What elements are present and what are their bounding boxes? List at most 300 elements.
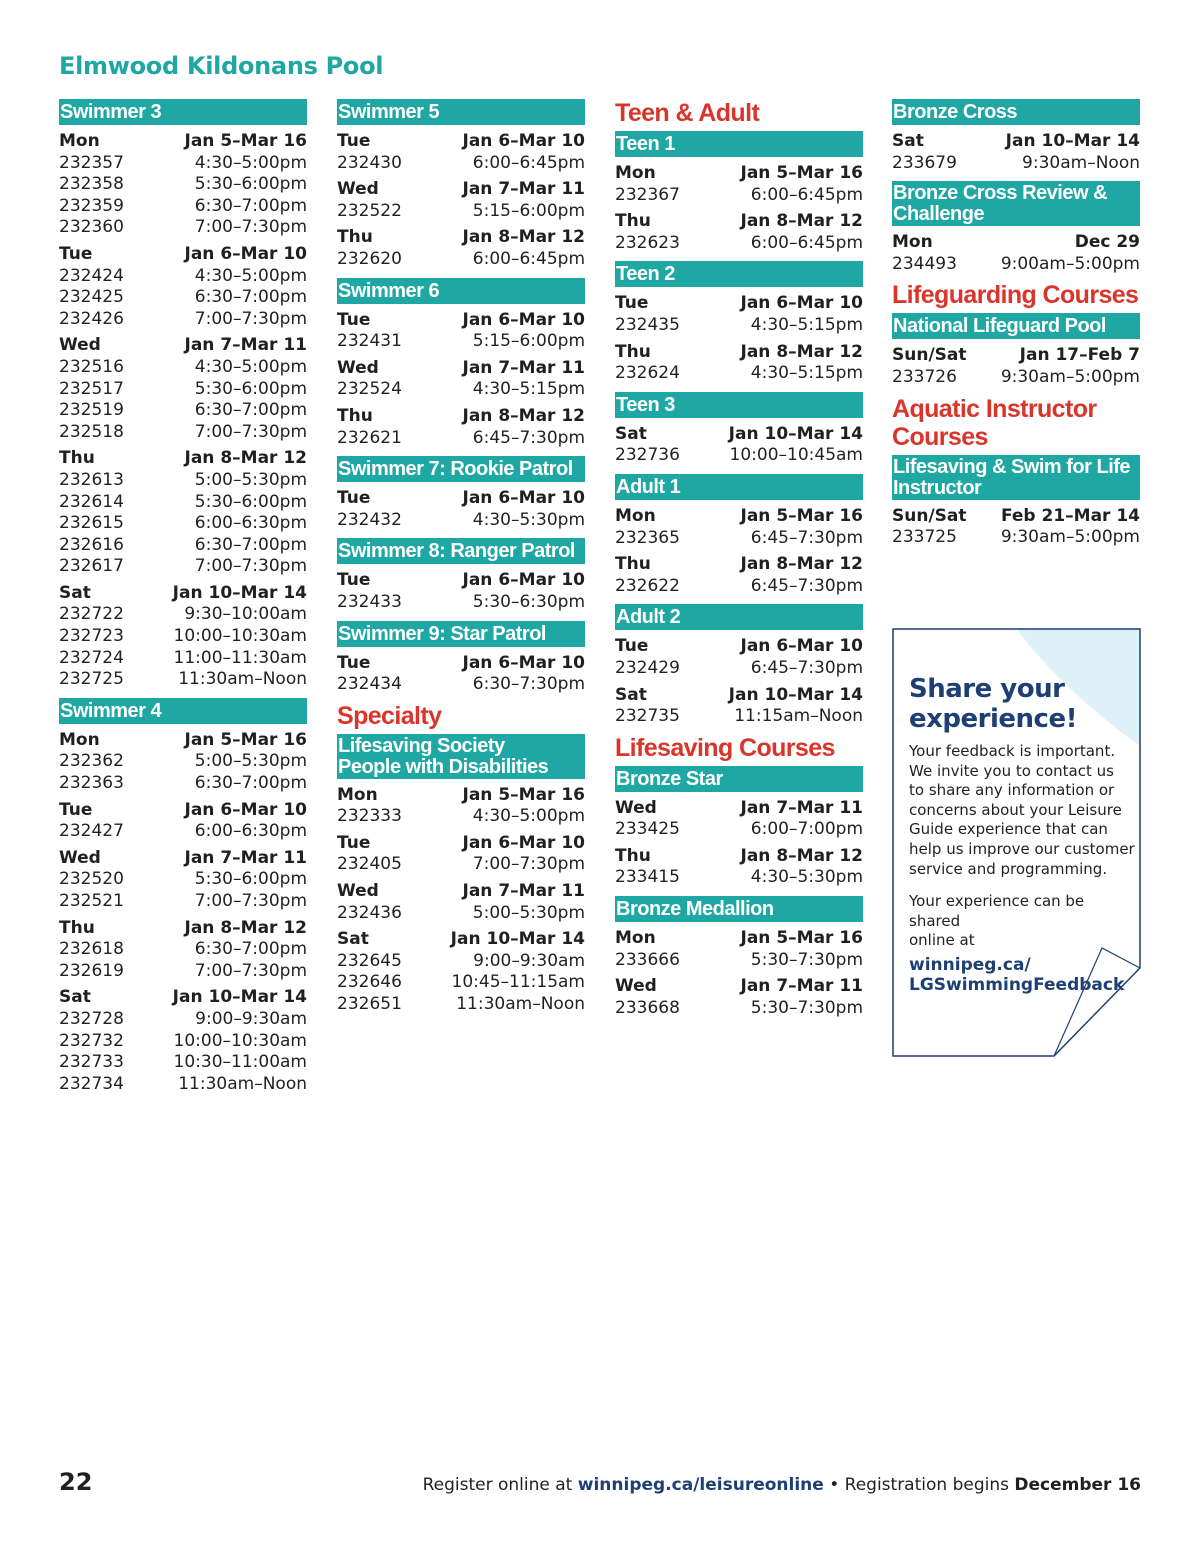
feedback-body-line: concerns about your Leisure: [909, 800, 1122, 819]
session-time: 10:00–10:45am: [729, 445, 863, 466]
course-code: 232432: [337, 509, 402, 530]
session-time: 5:30–6:00pm: [194, 174, 307, 195]
section-bar-line: Lifesaving Society: [338, 734, 505, 757]
session-row: [59, 400, 307, 422]
course-code: 232733: [59, 1052, 124, 1073]
day-label: Wed: [337, 357, 379, 378]
session-time: 5:30–6:00pm: [194, 378, 307, 399]
course-code: 232357: [59, 152, 124, 173]
session-time: 6:30–7:00pm: [194, 195, 307, 216]
date-range: Feb 21–Mar 14: [1000, 505, 1140, 526]
session-time: 6:00–7:00pm: [750, 819, 863, 840]
session-row: [615, 950, 863, 972]
day-label: Sat: [615, 423, 647, 444]
session-time: 5:00–5:30pm: [194, 751, 307, 772]
category-heading: Specialty: [337, 701, 442, 730]
day-row: [615, 342, 863, 364]
course-code: 233726: [892, 366, 957, 387]
day-row: [615, 636, 863, 658]
feedback-link[interactable]: [909, 955, 1137, 995]
session-row: [615, 706, 863, 728]
day-label: Thu: [337, 405, 373, 426]
session-time: 9:30–10:00am: [184, 604, 307, 625]
day-label: Sun/Sat: [892, 505, 967, 526]
course-code: 232430: [337, 152, 402, 173]
day-label: Sat: [59, 582, 91, 603]
day-row: [337, 131, 585, 153]
session-time: 4:30–5:15pm: [750, 314, 863, 335]
session-time: 6:45–7:30pm: [750, 657, 863, 678]
section-bar: Bronze Star: [615, 766, 863, 792]
session-time: 9:00am–5:00pm: [1000, 253, 1140, 274]
section-bar-line: Bronze Cross Review &: [893, 182, 1108, 205]
day-label: Mon: [59, 729, 100, 750]
section-bar: Teen 1: [615, 131, 863, 157]
session-row: [892, 367, 1140, 389]
day-label: Tue: [337, 309, 371, 330]
session-row: [892, 527, 1140, 549]
course-code: 233679: [892, 152, 957, 173]
day-label: Sat: [337, 929, 369, 950]
feedback-shared-line: online at: [909, 931, 975, 950]
day-label: Tue: [337, 131, 371, 151]
session-row: [615, 819, 863, 841]
course-code: 232616: [59, 534, 124, 555]
course-code: 233666: [615, 949, 680, 970]
session-time: 7:00–7:30pm: [194, 217, 307, 238]
day-row: [337, 785, 585, 807]
course-code: 232728: [59, 1008, 124, 1029]
date-range: Jan 10–Mar 14: [728, 684, 863, 705]
session-time: 6:30–7:00pm: [194, 939, 307, 960]
session-row: [59, 669, 307, 691]
day-row: [59, 848, 307, 870]
session-time: 7:00–7:30pm: [194, 960, 307, 981]
course-code: 232333: [337, 806, 402, 827]
day-row: [615, 506, 863, 528]
course-code: 232434: [337, 674, 402, 695]
session-row: [59, 153, 307, 175]
day-row: [337, 570, 585, 592]
date-range: Jan 6–Mar 10: [184, 243, 307, 264]
session-time: 6:00–6:45pm: [472, 152, 585, 173]
session-time: 6:45–7:30pm: [750, 575, 863, 596]
day-row: [59, 244, 307, 266]
day-row: [337, 358, 585, 380]
date-range: Jan 5–Mar 16: [462, 784, 585, 805]
course-code: 232618: [59, 939, 124, 960]
day-label: Wed: [615, 976, 657, 997]
session-time: 4:30–5:30pm: [750, 867, 863, 888]
day-row: [337, 833, 585, 855]
section-bar: Swimmer 7: Rookie Patrol: [337, 456, 585, 482]
day-row: [615, 211, 863, 233]
category-heading: Lifeguarding Courses: [892, 281, 1139, 310]
session-time: 11:30am–Noon: [178, 1073, 307, 1094]
course-code: 232735: [615, 706, 680, 727]
date-range: Jan 6–Mar 10: [462, 652, 585, 673]
session-row: [892, 153, 1140, 175]
feedback-link-line[interactable]: winnipeg.ca/: [909, 954, 1031, 975]
course-code: 232734: [59, 1073, 124, 1094]
course-code: 232518: [59, 421, 124, 442]
date-range: Jan 8–Mar 12: [462, 405, 585, 426]
course-code: 232359: [59, 195, 124, 216]
day-label: Wed: [337, 179, 379, 200]
day-row: [59, 987, 307, 1009]
date-range: Jan 6–Mar 10: [740, 636, 863, 657]
course-code: 232362: [59, 751, 124, 772]
session-time: 11:30am–Noon: [456, 994, 585, 1015]
session-row: [615, 998, 863, 1020]
day-label: Wed: [337, 881, 379, 902]
date-range: Jan 8–Mar 12: [740, 845, 863, 866]
session-time: 6:30–7:00pm: [194, 400, 307, 421]
session-time: 11:00–11:30am: [173, 647, 307, 668]
course-code: 232615: [59, 513, 124, 534]
session-time: 6:45–7:30pm: [472, 427, 585, 448]
course-code: 232431: [337, 331, 402, 352]
day-label: Thu: [615, 211, 651, 232]
session-row: [337, 510, 585, 532]
course-code: 232520: [59, 869, 124, 890]
date-range: Jan 17–Feb 7: [1019, 345, 1140, 366]
session-time: 4:30–5:15pm: [472, 379, 585, 400]
session-row: [337, 428, 585, 450]
date-range: Jan 7–Mar 11: [184, 847, 307, 868]
course-code: 232358: [59, 174, 124, 195]
date-range: Jan 10–Mar 14: [172, 582, 307, 603]
session-row: [337, 153, 585, 175]
feedback-shared-text: [909, 892, 1137, 951]
date-range: Jan 5–Mar 16: [184, 729, 307, 750]
section-bar-line: Lifesaving & Swim for Life: [893, 455, 1131, 478]
day-row: [615, 798, 863, 820]
day-label: Sat: [892, 131, 924, 151]
course-code: 233725: [892, 527, 957, 548]
session-row: [59, 869, 307, 891]
day-row: [59, 730, 307, 752]
session-time: 5:30–6:30pm: [472, 591, 585, 612]
session-row: [337, 201, 585, 223]
course-code: 232516: [59, 356, 124, 377]
feedback-body-line: Guide experience that can: [909, 820, 1108, 839]
course-code: 232617: [59, 556, 124, 577]
session-row: [59, 513, 307, 535]
course-code: 233415: [615, 867, 680, 888]
session-time: 11:30am–Noon: [178, 669, 307, 690]
date-range: Jan 8–Mar 12: [740, 341, 863, 362]
footer-register-link[interactable]: winnipeg.ca/leisureonline: [577, 1475, 824, 1495]
footer-prefix: Register online at: [422, 1475, 578, 1495]
date-range: Jan 8–Mar 12: [740, 211, 863, 232]
course-code: 232723: [59, 626, 124, 647]
session-row: [59, 939, 307, 961]
session-time: 6:45–7:30pm: [750, 527, 863, 548]
date-range: Jan 5–Mar 16: [740, 928, 863, 949]
day-row: [615, 685, 863, 707]
session-row: [59, 773, 307, 795]
course-code: 232360: [59, 217, 124, 238]
day-label: Sat: [59, 987, 91, 1008]
date-range: Jan 10–Mar 14: [450, 929, 585, 950]
session-row: [59, 287, 307, 309]
feedback-title-line: experience!: [909, 704, 1077, 734]
day-row: [615, 163, 863, 185]
course-code: 233668: [615, 997, 680, 1018]
day-label: Thu: [59, 917, 95, 938]
section-bar: [892, 455, 1140, 500]
day-label: Tue: [615, 293, 649, 314]
session-time: 5:00–5:30pm: [194, 469, 307, 490]
session-time: 10:00–10:30am: [173, 626, 307, 647]
session-row: [615, 185, 863, 207]
session-time: 5:30–6:00pm: [194, 869, 307, 890]
day-label: Thu: [59, 448, 95, 469]
category-heading: Teen & Adult: [615, 99, 760, 127]
session-time: 6:30–7:00pm: [194, 287, 307, 308]
date-range: Jan 6–Mar 10: [184, 799, 307, 820]
date-range: Jan 7–Mar 11: [740, 797, 863, 818]
section-bar: Swimmer 4: [59, 698, 307, 724]
day-row: [615, 293, 863, 315]
day-row: [892, 345, 1140, 367]
day-row: [337, 406, 585, 428]
session-row: [59, 309, 307, 331]
session-row: [337, 379, 585, 401]
session-time: 11:15am–Noon: [734, 706, 863, 727]
session-row: [337, 249, 585, 271]
session-time: 4:30–5:00pm: [194, 356, 307, 377]
course-code: 232623: [615, 232, 680, 253]
course-code: 232621: [337, 427, 402, 448]
session-time: 7:00–7:30pm: [194, 891, 307, 911]
session-row: [59, 492, 307, 514]
day-row: [337, 488, 585, 510]
section-bar: [892, 181, 1140, 226]
day-label: Mon: [615, 928, 656, 949]
date-range: Jan 6–Mar 10: [462, 309, 585, 330]
day-row: [337, 227, 585, 249]
day-label: Mon: [59, 131, 100, 151]
session-time: 10:00–10:30am: [173, 1030, 307, 1051]
day-label: Mon: [892, 232, 933, 253]
session-row: [615, 363, 863, 385]
session-row: [59, 891, 307, 913]
schedule-column-3: [615, 99, 863, 1019]
course-code: 232367: [615, 184, 680, 205]
course-code: 232613: [59, 469, 124, 490]
session-time: 6:00–6:45pm: [472, 248, 585, 269]
session-row: [337, 674, 585, 696]
session-time: 9:00–9:30am: [195, 1008, 307, 1029]
day-label: Thu: [615, 341, 651, 362]
course-code: 232736: [615, 445, 680, 466]
course-code: 232365: [615, 527, 680, 548]
schedule-column-1: [59, 99, 307, 1095]
date-range: Jan 5–Mar 16: [740, 505, 863, 526]
course-code: 232519: [59, 400, 124, 421]
day-label: Wed: [615, 797, 657, 818]
session-time: 7:00–7:30pm: [194, 556, 307, 577]
day-row: [337, 310, 585, 332]
day-label: Tue: [59, 799, 93, 820]
session-row: [615, 867, 863, 889]
day-row: [337, 179, 585, 201]
page-title: Elmwood Kildonans Pool: [59, 52, 384, 80]
day-row: [59, 800, 307, 822]
session-time: 4:30–5:15pm: [750, 363, 863, 384]
session-row: [59, 751, 307, 773]
date-range: Jan 10–Mar 14: [172, 987, 307, 1008]
session-row: [59, 961, 307, 983]
day-label: Mon: [615, 163, 656, 183]
session-row: [59, 1031, 307, 1053]
category-heading-line: Aquatic Instructor: [892, 394, 1097, 423]
day-label: Tue: [59, 243, 93, 264]
section-bar: Teen 2: [615, 261, 863, 287]
day-label: Tue: [337, 652, 371, 673]
course-code: 232624: [615, 363, 680, 384]
category-heading: [892, 395, 1140, 451]
session-row: [59, 1009, 307, 1031]
section-bar: Teen 3: [615, 392, 863, 418]
course-code: 232725: [59, 669, 124, 690]
date-range: Jan 8–Mar 12: [184, 448, 307, 469]
date-range: Jan 5–Mar 16: [184, 131, 307, 151]
day-label: Tue: [337, 570, 371, 591]
course-code: 234493: [892, 253, 957, 274]
session-time: 5:30–6:00pm: [194, 491, 307, 512]
session-row: [59, 821, 307, 843]
day-row: [337, 881, 585, 903]
course-code: 232620: [337, 248, 402, 269]
session-row: [337, 972, 585, 994]
course-code: 232429: [615, 657, 680, 678]
session-time: 7:00–7:30pm: [194, 308, 307, 329]
session-time: 6:00–6:45pm: [750, 232, 863, 253]
section-bar: Swimmer 3: [59, 99, 307, 125]
feedback-body-line: to share any information or: [909, 781, 1115, 800]
day-row: [337, 653, 585, 675]
section-bar-line: Instructor: [893, 476, 982, 499]
session-time: 4:30–5:00pm: [472, 806, 585, 827]
day-row: [615, 976, 863, 998]
date-range: Jan 7–Mar 11: [462, 881, 585, 902]
course-code: 232521: [59, 891, 124, 911]
day-label: Sat: [615, 684, 647, 705]
course-code: 232614: [59, 491, 124, 512]
session-row: [337, 592, 585, 614]
date-range: Jan 5–Mar 16: [740, 163, 863, 183]
session-row: [615, 576, 863, 598]
date-range: Jan 8–Mar 12: [462, 227, 585, 248]
day-label: Tue: [615, 636, 649, 657]
schedule-column-2: [337, 99, 585, 1016]
session-row: [59, 217, 307, 239]
session-time: 4:30–5:00pm: [194, 152, 307, 173]
course-code: 232363: [59, 773, 124, 794]
course-code: 232433: [337, 591, 402, 612]
session-row: [337, 331, 585, 353]
day-row: [615, 554, 863, 576]
day-row: [59, 448, 307, 470]
course-code: 232405: [337, 854, 402, 875]
course-code: 232435: [615, 314, 680, 335]
session-time: 6:30–7:30pm: [472, 674, 585, 695]
course-code: 232522: [337, 200, 402, 221]
session-row: [337, 903, 585, 925]
course-code: 232426: [59, 308, 124, 329]
day-row: [615, 424, 863, 446]
session-row: [59, 626, 307, 648]
section-bar: Swimmer 8: Ranger Patrol: [337, 538, 585, 564]
day-label: Tue: [337, 488, 371, 509]
session-row: [615, 528, 863, 550]
course-code: 232722: [59, 604, 124, 625]
session-time: 6:00–6:45pm: [750, 184, 863, 205]
course-code: 232651: [337, 994, 402, 1015]
course-code: 232646: [337, 972, 402, 993]
session-time: 5:00–5:30pm: [472, 902, 585, 923]
day-row: [892, 232, 1140, 254]
date-range: Jan 7–Mar 11: [740, 976, 863, 997]
session-time: 4:30–5:30pm: [472, 509, 585, 530]
session-row: [615, 233, 863, 255]
course-code: 232436: [337, 902, 402, 923]
feedback-shared-line: Your experience can be shared: [909, 892, 1085, 930]
session-row: [337, 994, 585, 1016]
session-time: 7:00–7:30pm: [194, 421, 307, 442]
day-row: [59, 583, 307, 605]
session-time: 6:30–7:00pm: [194, 534, 307, 555]
section-bar-line: Challenge: [893, 203, 985, 226]
day-label: Thu: [615, 845, 651, 866]
category-heading-line: Courses: [892, 422, 988, 451]
feedback-link-line[interactable]: LGSwimmingFeedback: [909, 974, 1125, 995]
day-row: [59, 335, 307, 357]
date-range: Jan 10–Mar 14: [728, 423, 863, 444]
session-time: 6:30–7:00pm: [194, 773, 307, 794]
course-code: 232622: [615, 575, 680, 596]
section-bar: National Lifeguard Pool: [892, 313, 1140, 339]
session-time: 6:00–6:30pm: [194, 513, 307, 534]
section-bar-line: People with Disabilities: [338, 755, 549, 778]
session-time: 6:00–6:30pm: [194, 821, 307, 842]
day-label: Mon: [337, 784, 378, 805]
page-number: 22: [59, 1468, 93, 1496]
course-code: 232425: [59, 287, 124, 308]
day-row: [615, 846, 863, 868]
session-time: 5:30–7:30pm: [750, 997, 863, 1018]
session-time: 5:30–7:30pm: [750, 949, 863, 970]
feedback-box: [892, 628, 1142, 1058]
session-time: 10:30–11:00am: [173, 1052, 307, 1073]
session-row: [615, 315, 863, 337]
session-row: [615, 445, 863, 467]
feedback-body-line: We invite you to contact us: [909, 761, 1114, 780]
day-label: Wed: [59, 847, 101, 868]
date-range: Jan 6–Mar 10: [462, 832, 585, 853]
day-label: Mon: [615, 505, 656, 526]
day-row: [892, 131, 1140, 153]
section-bar: [337, 734, 585, 779]
day-row: [59, 918, 307, 940]
schedule-column-4: [892, 99, 1140, 549]
session-row: [59, 604, 307, 626]
session-time: 9:30am–Noon: [1022, 152, 1140, 173]
feedback-title: [909, 674, 1137, 734]
